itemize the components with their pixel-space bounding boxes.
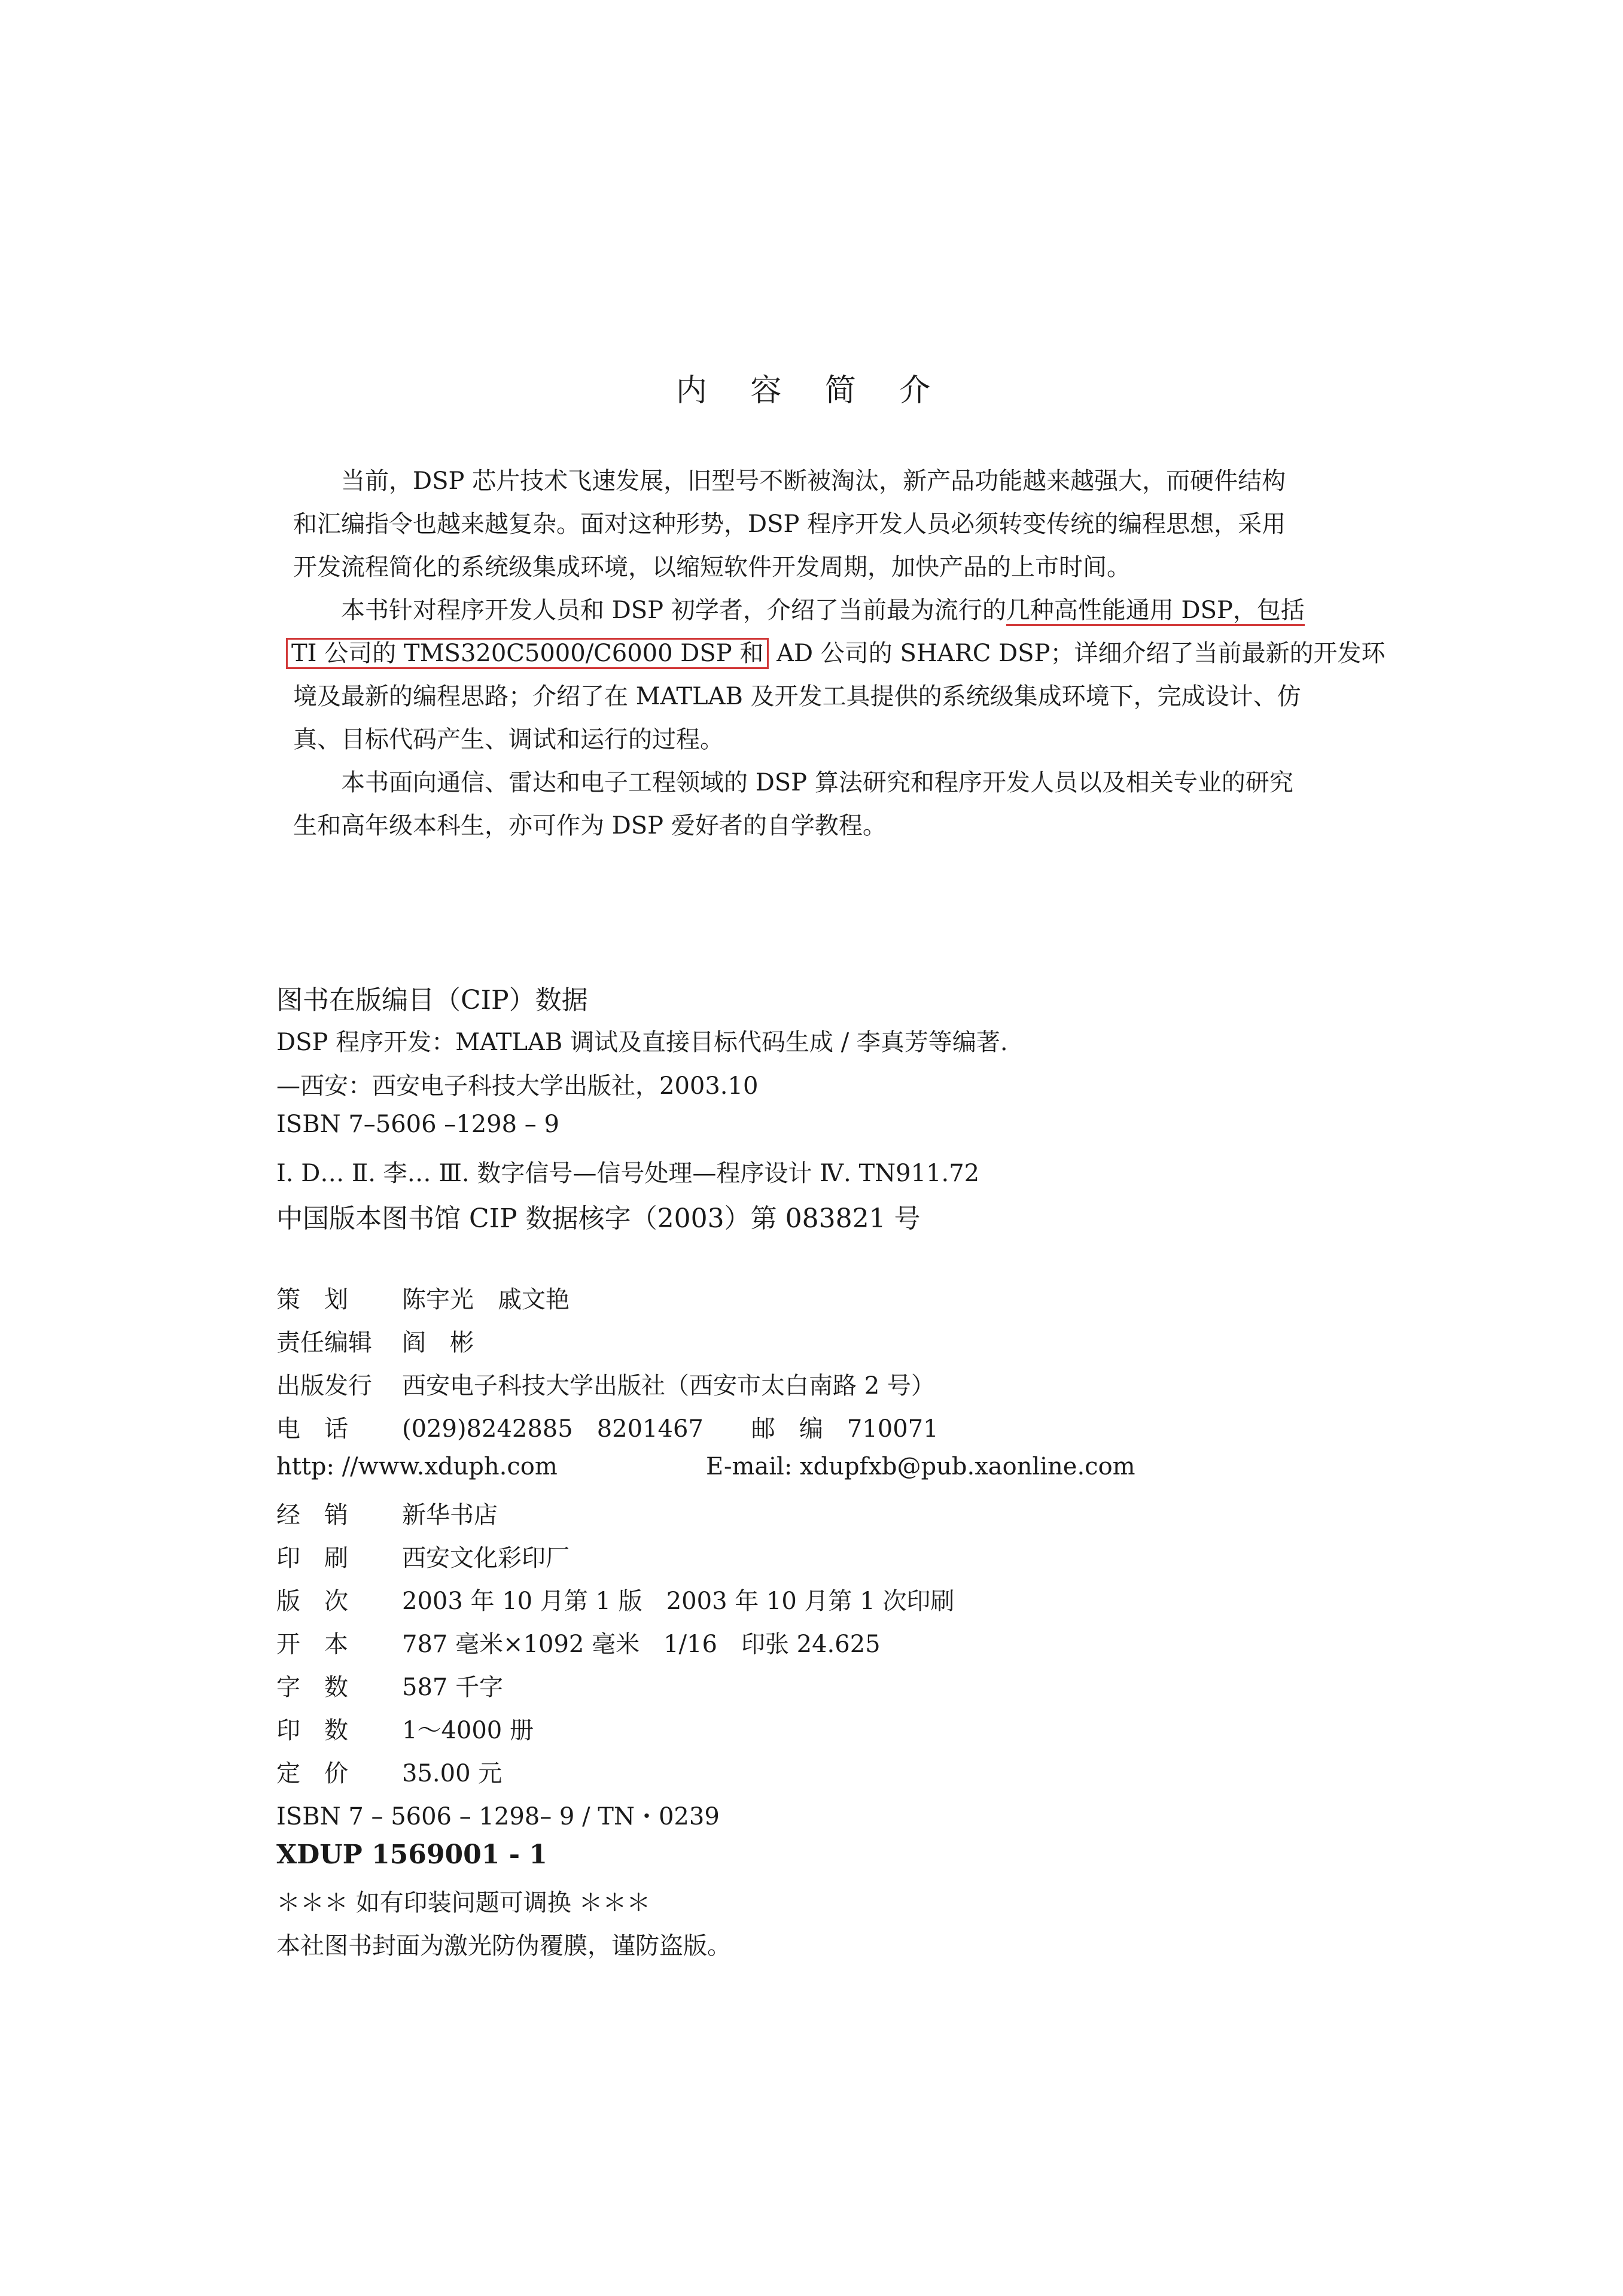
- plan-value: 陈宇光 戚文艳: [402, 1286, 570, 1313]
- intro-p2-line4: 真、目标代码产生、调试和运行的过程。: [293, 726, 724, 753]
- edition-label: 版 次: [276, 1588, 348, 1615]
- intro-p2-line2-text: AD 公司的 SHARC DSP；详细介绍了当前最新的开发环: [769, 640, 1386, 667]
- words-label: 字 数: [276, 1674, 348, 1701]
- info-words: [276, 1668, 503, 1702]
- info-format: [276, 1625, 881, 1659]
- info-distributor: [276, 1496, 498, 1530]
- intro-p1-line1: 当前，DSP 芯片技术飞速发展，旧型号不断被淘汰，新产品功能越来越强大，而硬件结构: [341, 467, 1286, 495]
- info-plan: [276, 1281, 570, 1315]
- info-price: [276, 1754, 502, 1789]
- dist-label: 经 销: [276, 1501, 348, 1529]
- editor-label: 责任编辑: [276, 1329, 372, 1357]
- format-label: 开 本: [276, 1631, 348, 1658]
- info-publisher: [276, 1367, 935, 1401]
- cip-line-1: DSP 程序开发：MATLAB 调试及直接目标代码生成 / 李真芳等编著.: [276, 1029, 1008, 1056]
- info-isbn: ISBN 7 – 5606 – 1298– 9 / TN・0239: [276, 1803, 720, 1830]
- info-http[interactable]: http: //www.xduph.com: [276, 1453, 558, 1480]
- intro-p2-line1: [341, 589, 1305, 632]
- intro-p2-line3: 境及最新的编程思路；介绍了在 MATLAB 及开发工具提供的系统级集成环境下，完成设计、仿: [293, 683, 1301, 710]
- print-value: 西安文化彩印厂: [402, 1544, 570, 1572]
- info-edition: [276, 1582, 954, 1616]
- cip-line-4: Ⅰ. D… Ⅱ. 李… Ⅲ. 数字信号—信号处理—程序设计 Ⅳ. TN911.72: [276, 1160, 980, 1187]
- format-value: 787 毫米×1092 毫米 1/16 印张 24.625: [402, 1631, 881, 1658]
- price-value: 35.00 元: [402, 1760, 503, 1787]
- cip-line-2: —西安：西安电子科技大学出版社，2003.10: [276, 1072, 759, 1100]
- intro-p3-line2: 生和高年级本科生，亦可作为 DSP 爱好者的自学教程。: [293, 812, 887, 840]
- intro-p2-line1-text: 本书针对程序开发人员和 DSP 初学者，介绍了当前最为流行的: [341, 597, 1006, 624]
- intro-p1-line2: 和汇编指令也越来越复杂。面对这种形势，DSP 程序开发人员必须转变传统的编程思想，采用: [293, 510, 1286, 538]
- intro-p3-line1: 本书面向通信、雷达和电子工程领域的 DSP 算法研究和程序开发人员以及相关专业的研究: [341, 769, 1293, 796]
- info-printer: [276, 1539, 570, 1573]
- phone-label: 电 话: [276, 1415, 348, 1443]
- info-phone: [276, 1410, 939, 1444]
- boxed-text: TI 公司的 TMS320C5000/C6000 DSP 和: [286, 638, 769, 669]
- intro-title: 内 容 简 介: [675, 373, 948, 409]
- words-value: 587 千字: [402, 1674, 504, 1701]
- price-label: 定 价: [276, 1760, 348, 1787]
- info-anti-piracy: 本社图书封面为激光防伪覆膜，谨防盗版。: [276, 1932, 731, 1960]
- intro-p1-line3: 开发流程简化的系统级集成环境，以缩短软件开发周期，加快产品的上市时间。: [293, 554, 1131, 581]
- copies-label: 印 数: [276, 1717, 348, 1744]
- highlighted-text: 几种高性能通用 DSP，包括: [1006, 597, 1305, 626]
- info-code: XDUP 1569001 - 1: [276, 1839, 547, 1870]
- plan-label: 策 划: [276, 1286, 348, 1313]
- cip-line-3: ISBN 7–5606 –1298 – 9: [276, 1111, 559, 1138]
- phone-value: (029)8242885 8201467 邮 编 710071: [402, 1415, 939, 1443]
- info-copies: [276, 1711, 534, 1745]
- info-email[interactable]: E-mail: xdupfxb@pub.xaonline.com: [706, 1453, 1135, 1480]
- edition-value: 2003 年 10 月第 1 版 2003 年 10 月第 1 次印刷: [402, 1588, 955, 1615]
- info-editor: [276, 1324, 474, 1358]
- copies-value: 1～4000 册: [402, 1717, 534, 1744]
- info-notice: ＊＊＊ 如有印装问题可调换 ＊＊＊: [276, 1889, 651, 1917]
- cip-title: 图书在版编目（CIP）数据: [276, 985, 588, 1015]
- cip-line-5: 中国版本图书馆 CIP 数据核字（2003）第 083821 号: [276, 1203, 921, 1234]
- publisher-value: 西安电子科技大学出版社（西安市太白南路 2 号）: [402, 1372, 935, 1400]
- print-label: 印 刷: [276, 1544, 348, 1572]
- publisher-label: 出版发行: [276, 1372, 372, 1400]
- intro-p2-line2: [293, 632, 1386, 675]
- editor-value: 阎 彬: [402, 1329, 474, 1357]
- dist-value: 新华书店: [402, 1501, 498, 1529]
